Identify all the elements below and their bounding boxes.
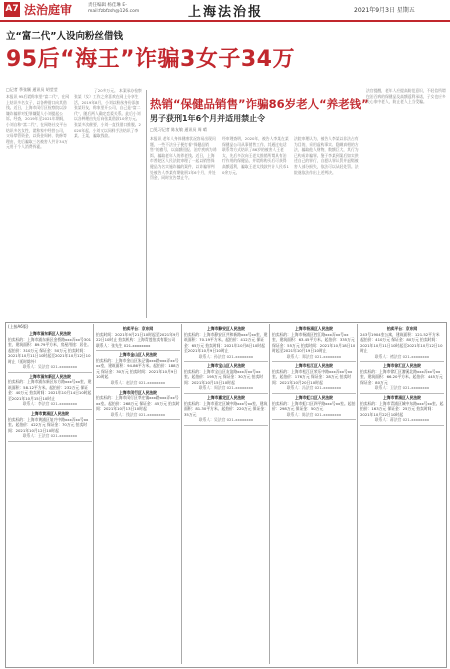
article2-col1: 本报讯 老年人身体健康状况容易出现问题，一些不法分子便打着“保健品销售”的旗号，以高额回报、治疗疾病为诱饵，骗取老年人的养老钱。近日，上海市普陀区人民法院审理了一起以销售保健品为名实施诈骗的案件，以诈骗罪判处被告人李某有期徒刑1年6个月，并处罚金，同时宣告禁止令。 [150, 136, 218, 318]
notice-body: 拍卖标的：上海市浦东新区金桥路xxx弄xx号301室，建筑面积：89.79平方米，房屋用途：居住。起拍价：310万元 保证金：50万元 拍卖时间：2021年10月11日10时起至2021年10月12日10时止（延时除外） [8, 337, 92, 365]
notice-item [96, 390, 180, 418]
section-title: 法治庭审 [24, 1, 72, 18]
article2-col2: 经审理查明，2020年，被告人李某在某保健品公司从事销售工作，其通过电话联系等方式结识了86岁的被害人王老太，先后多次向王老太推销所谓具有治疗作用的保健品，并谎称购买后可获得高额返利，骗取王老太钱款共计人民币10余万元。 [222, 136, 290, 318]
notice-contact: 联系人：卫法官 021-xxxxxxxx [360, 385, 444, 391]
notice-contact: 联系人：钱法官 021-xxxxxxxx [96, 412, 180, 418]
article2-col4: 法官提醒，老年人应提高防范意识，不轻信所谓包治百病的保健品及高额返利承诺，子女也应多关心家中老人，防止老人上当受骗。 [366, 88, 446, 318]
article1-headline: 95后“海王”诈骗3女子34万 [6, 42, 295, 73]
notice-item [8, 374, 92, 407]
issue-date: 2021年9月3日 星期五 [354, 5, 415, 14]
notice-title: 拍卖平台：京东网 [96, 326, 180, 332]
notice-body: 拍卖标的：上海市虹口区四平路xxx号xx室。起拍价：298万元 保证金：50万元 [272, 401, 356, 412]
notice-title: 上海市宝山区人民法院 [184, 363, 268, 369]
article2-subhead: 男子获刑1年6个月并适用禁止令 [150, 113, 265, 124]
notice-body: 拍卖标的：上海市静安区共和新路xxx号xx室，建筑面积：70.19平方米。起拍价：412万元 保证金：65万元 拍卖时间：2021年10月8日10时起至2021年10月9日10时止 [184, 332, 268, 354]
notice-title: 上海市松江区人民法院 [272, 363, 356, 369]
notice-body: 拍卖标的：上海市闵行区莘庄镇xxx路xxx弄xx号xx室。起拍价：268万元 保证金：45万元 拍卖时间：2021年10月13日10时起 [96, 395, 180, 412]
notice-column-divider [181, 324, 182, 664]
notice-title: 上海市嘉定区人民法院 [184, 395, 268, 401]
notice-title: 上海市黄浦区人民法院 [8, 411, 92, 417]
notice-title: 上海市浦东新区人民法院 [8, 374, 92, 380]
notice-column-divider [357, 324, 358, 664]
notice-contact: 联系人：李法官 021-xxxxxxxx [8, 401, 92, 407]
notice-contact: 联系人：王法官 021-xxxxxxxx [8, 433, 92, 439]
notice-item [8, 411, 92, 439]
notice-title: 拍卖平台：京东网 [360, 326, 444, 332]
page-header [0, 0, 450, 22]
notice-contact: 联系人：冯法官 021-xxxxxxxx [272, 385, 356, 391]
notice-contact: 联系人：郑法官 021-xxxxxxxx [272, 354, 356, 360]
notice-item [360, 363, 444, 391]
notice-body: 拍卖标的：上海市嘉定区城中路xxx号xx室，建筑面积：81.30平方米。起拍价：220万元 保证金：35万元 [184, 401, 268, 418]
article1-byline: □记者 季张颖 通讯员 胡莹莹 [6, 87, 58, 93]
notice-title: 上海市青浦区人民法院 [360, 395, 444, 401]
notice-contact: 联系人：周法官 021-xxxxxxxx [184, 385, 268, 391]
notice-item [96, 352, 180, 385]
notice-body: 拍卖标的：上海市宝山区友谊路xxx弄xx号xx室。起拍价：195万元 保证金：30万元 拍卖时间：2021年10月15日10时起 [184, 369, 268, 386]
notice-title: 上海市杨浦区人民法院 [272, 326, 356, 332]
notice-body: 拍卖标的：上海市青浦区城中东路xxx号xx室。起拍价：163万元 保证金：25万元 拍卖时间：2021年10月22日10时起 [360, 401, 444, 418]
notice-contact: 联系人：吴法官 021-xxxxxxxx [8, 364, 92, 370]
notice-contact: 联系人：褚法官 021-xxxxxxxx [360, 354, 444, 360]
masthead: 上海法治报 [188, 1, 263, 20]
article2-byline: □见习记者 陈友敏 通讯员 周 晴 [150, 127, 207, 133]
notice-item [360, 395, 444, 423]
article1-col2: 张某（女）工作之余喜欢在网上分享生活，2019年8月，小刘以粉丝身份添加张某好友，称家里开公司，自己是“富二代”，随后两人确定恋爱关系。此后小刘以各种理由先后向张某借款10余万元。张某多次催要，小刘一直找借口推脱。2020年起，小刘又以同样手法结识了李某、王某，骗取钱款。 [74, 94, 142, 318]
notice-item [184, 395, 268, 423]
notice-column [272, 326, 356, 664]
article1-kicker: 立“富二代”人设向粉丝借钱 [6, 28, 123, 42]
editor-info: 责任编辑 杨佳琳 E-mail:fzbfzsh@126.com [88, 3, 158, 15]
notice-column [8, 331, 92, 669]
notice-title: 上海市虹口区人民法院 [272, 395, 356, 401]
page-number: A7 [4, 2, 20, 17]
notice-title: 上海市静安区人民法院 [184, 326, 268, 332]
notice-item [272, 395, 356, 417]
notice-body: 243号1904室公寓，建筑面积：121.52平方米 起拍价：410万元 保证金：80万元 拍卖时间：2021年10月11日10时起至2021年10月12日10时止 [360, 332, 444, 354]
notice-item [184, 363, 268, 391]
notice-contact: 联系人：蒋法官 021-xxxxxxxx [360, 417, 444, 423]
notice-column [360, 326, 444, 664]
column-divider [146, 90, 147, 318]
notice-item [8, 331, 92, 370]
notice-column-divider [93, 324, 94, 664]
notice-item [96, 326, 180, 348]
notice-title: 上海市闵行区人民法院 [96, 390, 180, 396]
article1-col3: 了20多万元。 本案承办检察 [94, 88, 144, 94]
notice-body: 拍卖标的：上海市杨浦区控江路xxx弄xx号xx室，建筑面积：63.45平方米。起拍价：335万元 保证金：55万元 拍卖时间：2021年10月18日10时起至2021年10月19日10时止 [272, 332, 356, 354]
notice-item [272, 363, 356, 391]
notice-item [184, 326, 268, 359]
notice-body: 拍卖标的：上海市松江区荣乐中路xxx弄xx号xx室。起拍价：176万元 保证金：28万元 拍卖时间：2021年10月20日10时起 [272, 369, 356, 386]
notice-column-divider [269, 324, 270, 664]
notice-contact: 联系人：赵法官 021-xxxxxxxx [96, 380, 180, 386]
notice-body: 拍卖标的：上海市黄浦区复兴中路xxx弄xx号xx室。起拍价：422万元 保证金：70万元 拍卖时间：2021年10月12日10时起 [8, 417, 92, 434]
notice-title: 上海市徐汇区人民法院 [360, 363, 444, 369]
notice-contact: 联系人：陈法官 021-xxxxxxxx [272, 412, 356, 418]
notice-contact: 联系人：孙法官 021-xxxxxxxx [184, 354, 268, 360]
notice-body: 拍卖标的：上海市徐汇区漕溪北路xxx弄xx号xx室，建筑面积：66.20平方米。起拍价：445万元 保证金：80万元 [360, 369, 444, 386]
article1-col1: 本报讯 95后谎称家里“富二代”，在网上结识多名女子，以各种借口向其借钱。近日，上海市闵行区检察院以涉嫌诈骗罪对犯罪嫌疑人小刘提起公诉。经查，2019年至2021年期间，小刘自称“富二代”，在网络社交平台结识多名女性，谎称家中经营公司，父母掌管资金，以资金周转、装修等理由，先后骗取三名被害人共计34万元用于个人消费挥霍。 [6, 94, 70, 318]
notice-title: 上海市浦东新区人民法院 [8, 331, 92, 337]
notice-body: 拍卖标的：上海市金山区朱泾镇xxx路xxx弄xx号xx室，建筑面积：94.86平方米。起拍价：188万元 保证金：30万元 拍卖时间：2021年10月9日10时起 [96, 358, 180, 380]
notice-body: 拍卖时间：2021年9月21日10时起至2021年9月22日10时止 拍卖机构：上海青莲拍卖有限公司 联系人：张先生 021-xxxxxxxx [96, 332, 180, 349]
notice-column [96, 326, 180, 664]
article2-headline: 热销“保健品销售”诈骗86岁老人“养老钱” [150, 96, 369, 112]
article2-col3: 法院审理认为，被告人李某以非法占有为目的，采用虚构事实、隐瞒真相的方法，骗取他人财物，数额巨大，其行为已构成诈骗罪。鉴于李某到案后如实供述自己的罪行，自愿认罪认罚并退赔被害人部分损失，依法可以从轻处罚。法院遂依法作出上述判决。 [294, 136, 362, 318]
notice-title: 上海市金山区人民法院 [96, 352, 180, 358]
notice-continued-label: (上接A6版) [8, 324, 28, 330]
notice-item [272, 326, 356, 359]
notice-body: 拍卖标的：上海市浦东新区东方路xxx号xx室，建筑面积：58.12平方米。起拍价：232万元 保证金：40万元 拍卖时间：2021年10月14日10时起至2021年10月15日10时止 [8, 379, 92, 401]
notice-column [184, 326, 268, 664]
notice-contact: 联系人：吴法官 021-xxxxxxxx [184, 417, 268, 423]
notice-item [360, 326, 444, 359]
